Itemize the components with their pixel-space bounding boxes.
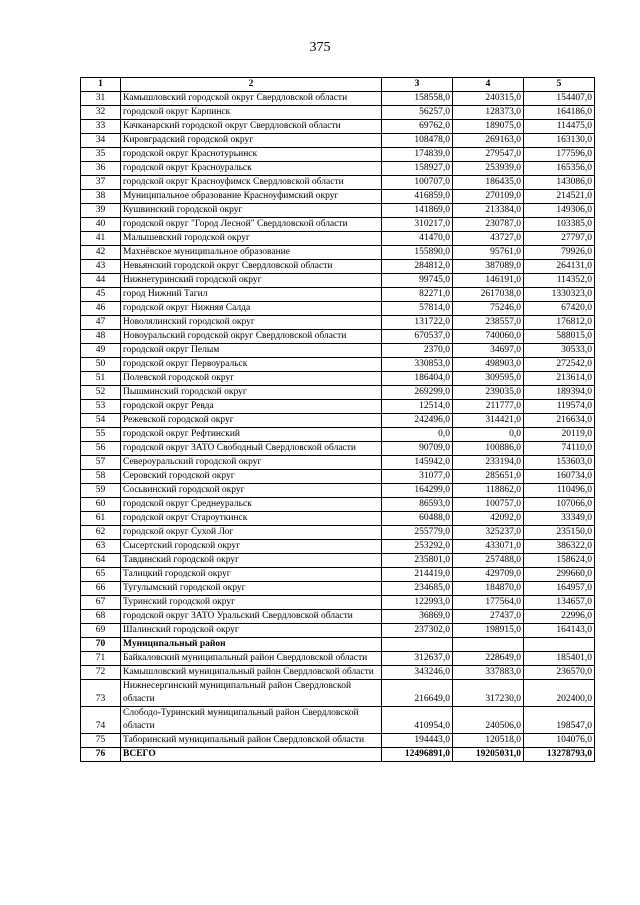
table-cell-num: 71 [81, 652, 121, 666]
table-cell-name: городской округ Красноуфимск Свердловской области [121, 176, 382, 190]
table-cell-name: городской округ Ревда [121, 400, 382, 414]
table-cell-name: Нижнетуринский городской округ [121, 274, 382, 288]
table-cell-name: Махнёвское муниципальное образование [121, 246, 382, 260]
table-cell-v4: 498903,0 [453, 358, 524, 372]
table-row [81, 734, 595, 748]
table-cell-num: 60 [81, 498, 121, 512]
table-cell-v4: 314421,0 [453, 414, 524, 428]
table-row [81, 442, 595, 456]
table-cell-v3: 90709,0 [382, 442, 453, 456]
table-cell-v5: 33349,0 [524, 512, 595, 526]
table-cell-v4: 238557,0 [453, 316, 524, 330]
table-row [81, 638, 595, 652]
table-cell-num: 34 [81, 134, 121, 148]
table-cell-v5: 114352,0 [524, 274, 595, 288]
table-cell-name: Слободо-Туринский муниципальный район Свердловской области [121, 707, 382, 734]
table-cell-v5: 20119,0 [524, 428, 595, 442]
table-cell-v4: 100757,0 [453, 498, 524, 512]
table-cell-num: 37 [81, 176, 121, 190]
table-cell-name: Таборинский муниципальный район Свердловской области [121, 734, 382, 748]
table-cell-name: городской округ Красноуральск [121, 162, 382, 176]
table-cell-v4: 186435,0 [453, 176, 524, 190]
table-cell-v5: 588015,0 [524, 330, 595, 344]
table-cell-name: Туринский городской округ [121, 596, 382, 610]
table-cell-v4: 42092,0 [453, 512, 524, 526]
table-cell-v4: 189075,0 [453, 120, 524, 134]
table-cell-num: 65 [81, 568, 121, 582]
table-cell-v5: 1330323,0 [524, 288, 595, 302]
table-row [81, 274, 595, 288]
table-cell-name: Нижнесергинский муниципальный район Свердловской области [121, 680, 382, 707]
table-cell-v5: 79926,0 [524, 246, 595, 260]
table-row [81, 218, 595, 232]
table-cell-num: 55 [81, 428, 121, 442]
table-cell-name: Муниципальное образование Красноуфимский округ [121, 190, 382, 204]
table-cell-v5: 272542,0 [524, 358, 595, 372]
table-row [81, 232, 595, 246]
column-header: 4 [453, 78, 524, 92]
table-cell-v5: 176812,0 [524, 316, 595, 330]
table-cell-num: 73 [81, 680, 121, 707]
table-cell-v4: 198915,0 [453, 624, 524, 638]
table-row [81, 344, 595, 358]
table-cell-name: городской округ ЗАТО Свободный Свердловской области [121, 442, 382, 456]
table-cell-v5: 67420,0 [524, 302, 595, 316]
table-cell-v4: 19205031,0 [453, 748, 524, 762]
table-cell-num: 56 [81, 442, 121, 456]
table-cell-v5: 164957,0 [524, 582, 595, 596]
table-cell-v4: 433071,0 [453, 540, 524, 554]
table-cell-name: Новолялинский городской округ [121, 316, 382, 330]
table-cell-num: 53 [81, 400, 121, 414]
table-cell-v5: 104076,0 [524, 734, 595, 748]
table-cell-v5: 158624,0 [524, 554, 595, 568]
table-cell-v4: 387089,0 [453, 260, 524, 274]
table-cell-name: город Нижний Тагил [121, 288, 382, 302]
table-cell-num: 62 [81, 526, 121, 540]
table-cell-v3: 12496891,0 [382, 748, 453, 762]
table-cell-num: 35 [81, 148, 121, 162]
table-cell-v4: 240315,0 [453, 92, 524, 106]
table-cell-v5: 202400,0 [524, 680, 595, 707]
table-cell-v4: 118862,0 [453, 484, 524, 498]
table-cell-num: 52 [81, 386, 121, 400]
table-row [81, 748, 595, 762]
table-row [81, 190, 595, 204]
table-cell-v5: 213614,0 [524, 372, 595, 386]
table-cell-v5: 160734,0 [524, 470, 595, 484]
table-cell-v3: 194443,0 [382, 734, 453, 748]
table-row [81, 484, 595, 498]
table-cell-v4: 100886,0 [453, 442, 524, 456]
table-cell-name: Камышловский муниципальный район Свердловской области [121, 666, 382, 680]
table-row [81, 582, 595, 596]
table-row [81, 120, 595, 134]
table-cell-v4: 211777,0 [453, 400, 524, 414]
table-cell-num: 72 [81, 666, 121, 680]
table-cell-v4 [453, 638, 524, 652]
table-row [81, 498, 595, 512]
table-cell-v3: 284812,0 [382, 260, 453, 274]
table-cell-v3: 158558,0 [382, 92, 453, 106]
table-cell-num: 69 [81, 624, 121, 638]
table-cell-v4: 740060,0 [453, 330, 524, 344]
table-cell-v5: 198547,0 [524, 707, 595, 734]
table-cell-name: городской округ Староуткинск [121, 512, 382, 526]
table-cell-num: 40 [81, 218, 121, 232]
table-cell-v5: 110496,0 [524, 484, 595, 498]
table-cell-num: 47 [81, 316, 121, 330]
table-cell-num: 59 [81, 484, 121, 498]
table-cell-name: городской округ Среднеуральск [121, 498, 382, 512]
table-row [81, 330, 595, 344]
table-cell-v4: 240506,0 [453, 707, 524, 734]
table-cell-v4: 233194,0 [453, 456, 524, 470]
table-cell-name: Сысертский городской округ [121, 540, 382, 554]
table-row [81, 707, 595, 734]
table-cell-v3: 36869,0 [382, 610, 453, 624]
table-cell-v4: 184870,0 [453, 582, 524, 596]
table-cell-v5: 27797,0 [524, 232, 595, 246]
table-cell-v5: 74110,0 [524, 442, 595, 456]
table-cell-v5: 153603,0 [524, 456, 595, 470]
table-cell-v4: 309595,0 [453, 372, 524, 386]
table-cell-v3: 242496,0 [382, 414, 453, 428]
table-row [81, 106, 595, 120]
data-table [80, 77, 595, 762]
table-cell-name: Сосьвинский городской округ [121, 484, 382, 498]
table-cell-v4: 146191,0 [453, 274, 524, 288]
table-row [81, 358, 595, 372]
table-cell-v4: 269163,0 [453, 134, 524, 148]
table-cell-name: Пышминский городской округ [121, 386, 382, 400]
table-cell-name: Качканарский городской округ Свердловской области [121, 120, 382, 134]
table-cell-name: городской округ Нижняя Салда [121, 302, 382, 316]
table-row [81, 316, 595, 330]
table-cell-num: 66 [81, 582, 121, 596]
table-cell-v3: 186404,0 [382, 372, 453, 386]
table-cell-v5: 103385,0 [524, 218, 595, 232]
table-cell-v4: 75246,0 [453, 302, 524, 316]
table-cell-v4: 317230,0 [453, 680, 524, 707]
table-cell-num: 33 [81, 120, 121, 134]
table-cell-v3: 41470,0 [382, 232, 453, 246]
table-cell-num: 48 [81, 330, 121, 344]
table-row [81, 134, 595, 148]
table-cell-v3: 158927,0 [382, 162, 453, 176]
table-cell-num: 41 [81, 232, 121, 246]
table-cell-v3: 174839,0 [382, 148, 453, 162]
table-cell-v3: 216649,0 [382, 680, 453, 707]
table-cell-v3: 108478,0 [382, 134, 453, 148]
table-cell-v5: 143086,0 [524, 176, 595, 190]
table-cell-num: 36 [81, 162, 121, 176]
table-cell-v3: 237302,0 [382, 624, 453, 638]
table-row [81, 470, 595, 484]
table-cell-v4: 270109,0 [453, 190, 524, 204]
table-cell-num: 32 [81, 106, 121, 120]
table-cell-name: Шалинский городской округ [121, 624, 382, 638]
table-cell-v4: 2617038,0 [453, 288, 524, 302]
table-cell-num: 42 [81, 246, 121, 260]
table-cell-v3: 164299,0 [382, 484, 453, 498]
table-cell-name: Кировградский городской округ [121, 134, 382, 148]
table-cell-v5: 214521,0 [524, 190, 595, 204]
table-cell-v3: 330853,0 [382, 358, 453, 372]
table-cell-name: городской округ ЗАТО Уральский Свердловской области [121, 610, 382, 624]
table-cell-v5: 235150,0 [524, 526, 595, 540]
table-header-row [81, 78, 595, 92]
table-cell-name: ВСЕГО [121, 748, 382, 762]
table-cell-v3: 141869,0 [382, 204, 453, 218]
table-cell-name: Новоуральский городской округ Свердловской области [121, 330, 382, 344]
table-cell-v4: 177564,0 [453, 596, 524, 610]
table-cell-v5: 236570,0 [524, 666, 595, 680]
table-cell-num: 57 [81, 456, 121, 470]
table-cell-v3: 56257,0 [382, 106, 453, 120]
table-cell-name: Байкаловский муниципальный район Свердловской области [121, 652, 382, 666]
table-cell-name: городской округ Карпинск [121, 106, 382, 120]
table-cell-v3: 670537,0 [382, 330, 453, 344]
table-cell-v4: 95761,0 [453, 246, 524, 260]
table-cell-num: 63 [81, 540, 121, 554]
table-cell-num: 68 [81, 610, 121, 624]
table-cell-v5: 386322,0 [524, 540, 595, 554]
table-cell-name: Полевской городской округ [121, 372, 382, 386]
table-cell-v5: 134657,0 [524, 596, 595, 610]
table-cell-v4: 230787,0 [453, 218, 524, 232]
table-cell-num: 61 [81, 512, 121, 526]
table-cell-v3: 416859,0 [382, 190, 453, 204]
table-cell-name: Кушвинский городской округ [121, 204, 382, 218]
table-row [81, 176, 595, 190]
table-row [81, 596, 595, 610]
table-row [81, 456, 595, 470]
table-row [81, 386, 595, 400]
table-cell-v5: 119574,0 [524, 400, 595, 414]
column-header: 2 [121, 78, 382, 92]
table-cell-v4: 257488,0 [453, 554, 524, 568]
table-cell-num: 31 [81, 92, 121, 106]
table-row [81, 512, 595, 526]
table-cell-v3: 0,0 [382, 428, 453, 442]
table-cell-v4: 279547,0 [453, 148, 524, 162]
table-cell-num: 51 [81, 372, 121, 386]
table-cell-v4: 120518,0 [453, 734, 524, 748]
table-row [81, 568, 595, 582]
table-cell-v5: 164143,0 [524, 624, 595, 638]
table-cell-name: городской округ Сухой Лог [121, 526, 382, 540]
table-row [81, 92, 595, 106]
table-cell-v3: 255779,0 [382, 526, 453, 540]
table-cell-v5: 165356,0 [524, 162, 595, 176]
table-body [81, 92, 595, 762]
table-row [81, 610, 595, 624]
table-row [81, 162, 595, 176]
table-cell-num: 43 [81, 260, 121, 274]
table-cell-v5: 22996,0 [524, 610, 595, 624]
table-cell-num: 50 [81, 358, 121, 372]
table-cell-v5: 164186,0 [524, 106, 595, 120]
table-cell-name: городской округ Первоуральск [121, 358, 382, 372]
table-cell-v3: 155890,0 [382, 246, 453, 260]
table-cell-v5: 264131,0 [524, 260, 595, 274]
table-cell-num: 58 [81, 470, 121, 484]
column-header: 1 [81, 78, 121, 92]
table-cell-num: 46 [81, 302, 121, 316]
table-cell-name: Камышловский городской округ Свердловской области [121, 92, 382, 106]
table-cell-num: 38 [81, 190, 121, 204]
table-cell-num: 67 [81, 596, 121, 610]
table-row [81, 260, 595, 274]
table-cell-name: городской округ Рефтинский [121, 428, 382, 442]
table-cell-v3: 82271,0 [382, 288, 453, 302]
table-cell-num: 74 [81, 707, 121, 734]
table-row [81, 666, 595, 680]
table-cell-v3: 60488,0 [382, 512, 453, 526]
table-cell-name: Невьянский городской округ Свердловской области [121, 260, 382, 274]
table-cell-v4: 325237,0 [453, 526, 524, 540]
table-cell-v4: 34697,0 [453, 344, 524, 358]
table-cell-v5: 107066,0 [524, 498, 595, 512]
table-row [81, 540, 595, 554]
table-cell-num: 49 [81, 344, 121, 358]
table-cell-num: 64 [81, 554, 121, 568]
table-cell-v3: 145942,0 [382, 456, 453, 470]
table-cell-name: городской округ "Город Лесной" Свердловской области [121, 218, 382, 232]
table-cell-num: 54 [81, 414, 121, 428]
table-cell-v3: 131722,0 [382, 316, 453, 330]
table-cell-v3: 235801,0 [382, 554, 453, 568]
table-row [81, 680, 595, 707]
table-cell-v5: 189394,0 [524, 386, 595, 400]
table-row [81, 204, 595, 218]
table-cell-v5: 163130,0 [524, 134, 595, 148]
table-cell-name: городской округ Пелым [121, 344, 382, 358]
table-cell-name: Талицкий городской округ [121, 568, 382, 582]
table-cell-v5: 154407,0 [524, 92, 595, 106]
table-cell-num: 39 [81, 204, 121, 218]
table-cell-v4: 128373,0 [453, 106, 524, 120]
column-header: 3 [382, 78, 453, 92]
table-cell-v3: 269299,0 [382, 386, 453, 400]
table-cell-v5 [524, 638, 595, 652]
table-cell-v4: 239035,0 [453, 386, 524, 400]
table-cell-name: Серовский городской округ [121, 470, 382, 484]
table-cell-v5: 216634,0 [524, 414, 595, 428]
table-cell-v3: 310217,0 [382, 218, 453, 232]
table-cell-v5: 114475,0 [524, 120, 595, 134]
table-cell-v3: 86593,0 [382, 498, 453, 512]
table-cell-name: Тугулымский городской округ [121, 582, 382, 596]
table-cell-v3: 31077,0 [382, 470, 453, 484]
table-cell-v4: 228649,0 [453, 652, 524, 666]
table-cell-v4: 0,0 [453, 428, 524, 442]
table-cell-v4: 429709,0 [453, 568, 524, 582]
table-cell-num: 44 [81, 274, 121, 288]
table-cell-v3: 99745,0 [382, 274, 453, 288]
column-header: 5 [524, 78, 595, 92]
table-cell-v3: 214419,0 [382, 568, 453, 582]
table-cell-v3: 312637,0 [382, 652, 453, 666]
table-cell-v3: 100707,0 [382, 176, 453, 190]
table-cell-v3: 122993,0 [382, 596, 453, 610]
table-row [81, 652, 595, 666]
table-row [81, 246, 595, 260]
table-cell-v4: 253939,0 [453, 162, 524, 176]
table-cell-v5: 30533,0 [524, 344, 595, 358]
table-cell-v5: 185401,0 [524, 652, 595, 666]
table-row [81, 428, 595, 442]
table-cell-v4: 337883,0 [453, 666, 524, 680]
table-cell-name: Североуральский городской округ [121, 456, 382, 470]
table-cell-num: 75 [81, 734, 121, 748]
table-cell-v3: 69762,0 [382, 120, 453, 134]
table-row [81, 400, 595, 414]
table-row [81, 372, 595, 386]
table-cell-v4: 213384,0 [453, 204, 524, 218]
page-number: 375 [309, 40, 331, 55]
table-cell-v3: 2370,0 [382, 344, 453, 358]
table-cell-v3: 253292,0 [382, 540, 453, 554]
table-cell-name: Муниципальный район [121, 638, 382, 652]
table-cell-v3: 234685,0 [382, 582, 453, 596]
table-cell-v3: 57814,0 [382, 302, 453, 316]
table-cell-v5: 299660,0 [524, 568, 595, 582]
table-cell-v3 [382, 638, 453, 652]
table-cell-name: городской округ Краснотурьинск [121, 148, 382, 162]
table-cell-name: Тавдинский городской округ [121, 554, 382, 568]
table-cell-num: 76 [81, 748, 121, 762]
table-cell-v3: 410954,0 [382, 707, 453, 734]
table-cell-v3: 343246,0 [382, 666, 453, 680]
table-row [81, 624, 595, 638]
table-row [81, 526, 595, 540]
table-cell-v4: 43727,0 [453, 232, 524, 246]
table-cell-v3: 12514,0 [382, 400, 453, 414]
table-cell-num: 70 [81, 638, 121, 652]
table-cell-num: 45 [81, 288, 121, 302]
table-row [81, 288, 595, 302]
table-cell-v4: 285651,0 [453, 470, 524, 484]
table-cell-v5: 149306,0 [524, 204, 595, 218]
table-row [81, 302, 595, 316]
table-cell-name: Режевской городской округ [121, 414, 382, 428]
table-cell-v5: 13278793,0 [524, 748, 595, 762]
table-row [81, 414, 595, 428]
table-row [81, 554, 595, 568]
table-row [81, 148, 595, 162]
table-cell-name: Малышевский городской округ [121, 232, 382, 246]
table-cell-v5: 177596,0 [524, 148, 595, 162]
table-cell-v4: 27437,0 [453, 610, 524, 624]
